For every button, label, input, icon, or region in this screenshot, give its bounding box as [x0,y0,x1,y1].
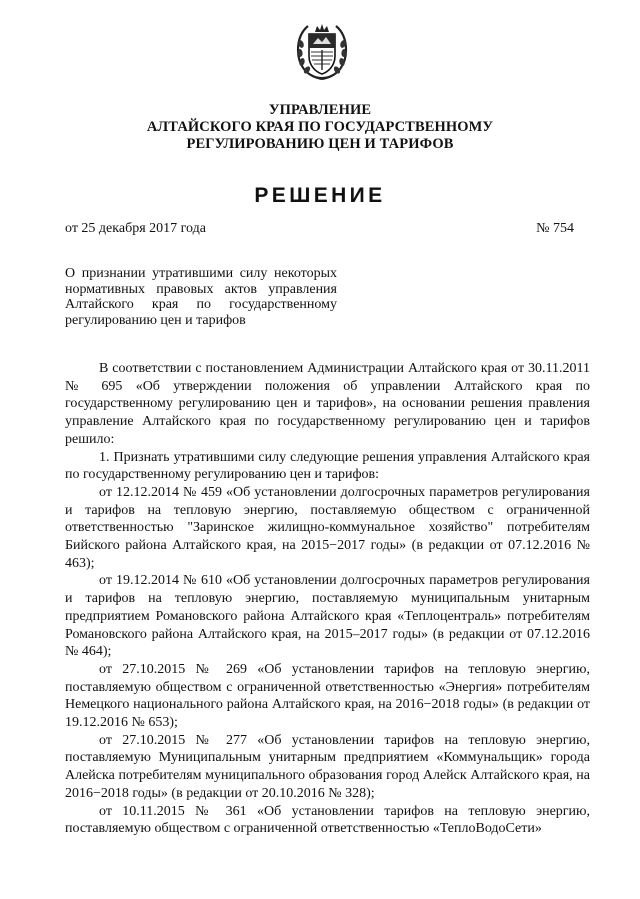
body-paragraph: от 19.12.2014 № 610 «Об установлении долгосрочных параметров регулирования и тарифов на тепловую энергию, поставляемую муниципальным унитарным предприятием Романовского района Алтайского края «Теплоцентраль» потребителям Романовского района Алтайского края, на 2015–2017 годы» (в редакции от 07.12.2016 № 464); [65,573,590,660]
document-subject: О признании утратившими силу некоторых нормативных правовых актов управления Алтайского края по государственному регулированию цен и тарифов [65,266,337,328]
organization-line-2: АЛТАЙСКОГО КРАЯ ПО ГОСУДАРСТВЕННОМУ [146,119,494,135]
document-title: РЕШЕНИЕ [254,184,386,207]
document-date: от 25 декабря 2017 года [65,221,206,236]
coat-of-arms-icon [295,22,349,82]
organization-line-1: УПРАВЛЕНИЕ [268,102,372,118]
body-paragraph: от 10.11.2015 № 361 «Об установлении тарифов на тепловую энергию, поставляемую обществом с ограниченной ответственностью «ТеплоВодоСети» [65,803,590,837]
body-paragraph: от 12.12.2014 № 459 «Об установлении долгосрочных параметров регулирования и тарифов на тепловую энергию, поставляемую обществом с ограниченной ответственностью "Заринское жилищно-коммунальное хозяйство" потребителям Бийского района Алтайского края, на 2015−2017 годы» (в редакции от 07.12.2016 № 463); [65,484,590,571]
body-paragraph: от 27.10.2015 № 277 «Об установлении тарифов на тепловую энергию, поставляемую Муниципальным унитарным предприятием «Коммунальщик» города Алейска потребителям муниципального образования город Алейск Алтайского края, на 2016−2018 годы» (в редакции от 20.10.2016 № 328); [65,732,590,801]
body-paragraph: 1. Признать утратившими силу следующие решения управления Алтайского края по государственному регулированию цен и тарифов: [65,449,590,483]
organization-header [100,102,540,153]
body-paragraph: от 27.10.2015 № 269 «Об установлении тарифов на тепловую энергию, поставляемую обществом с ограниченной ответственностью «Энергия» потребителям Немецкого национального района Алтайского края, на 2016−2018 годы» (в редакции от 19.12.2016 № 653); [65,661,590,731]
organization-line-3: РЕГУЛИРОВАНИЮ ЦЕН И ТАРИФОВ [186,136,454,152]
document-number: № 754 [536,221,574,236]
body-paragraph: В соответствии с постановлением Администрации Алтайского края от 30.11.2011 № 695 «Об утверждении положения об управлении Алтайского края по государственному регулированию цен и тарифов», на основании решения правления управление Алтайского края по государственному регулированию цен и тарифов решило: [65,361,590,447]
document-body [65,360,590,838]
